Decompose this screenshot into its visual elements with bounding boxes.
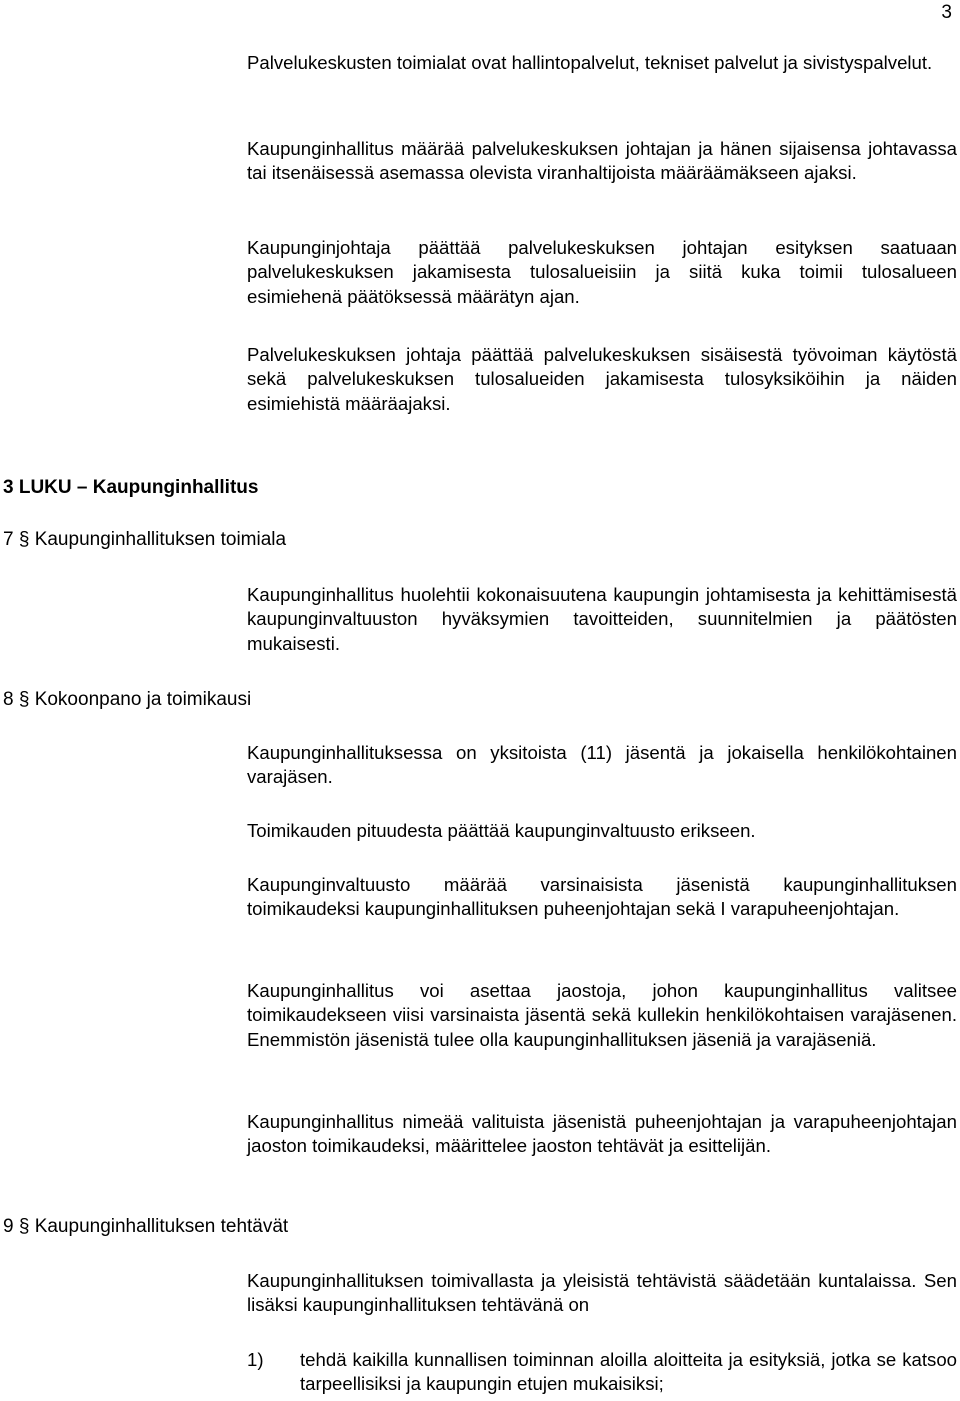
- chapter-title: 3 LUKU – Kaupunginhallitus: [3, 477, 259, 498]
- list-item-text: tehdä kaikilla kunnallisen toiminnan aloilla aloitteita ja esityksiä, jotka se katsoo tarpeellisiksi ja kaupungin etujen mukaisiksi;: [300, 1349, 957, 1395]
- list-item: [247, 1348, 957, 1397]
- section-8-paragraph: Kaupunginhallituksessa on yksitoista (11) jäsentä ja jokaisella henkilökohtainen varajäsen.: [247, 742, 957, 788]
- list-item-number: 1): [247, 1349, 264, 1370]
- section-9-paragraph: Kaupunginhallituksen toimivallasta ja yleisistä tehtävistä säädetään kuntalaissa. Sen lisäksi kaupunginhallituksen tehtävänä on: [247, 1270, 957, 1316]
- section-9-heading: 9 § Kaupunginhallituksen tehtävät: [3, 1216, 289, 1237]
- section-7-paragraph: Kaupunginhallitus huolehtii kokonaisuutena kaupungin johtamisesta ja kehittämisestä kaupunginvaltuuston hyväksymien tavoitteiden, suunnitelmien ja päätösten mukaisesti.: [247, 584, 957, 654]
- section-7-heading: 7 § Kaupunginhallituksen toimiala: [3, 529, 287, 550]
- section-8-paragraph: Kaupunginvaltuusto määrää varsinaisista jäsenistä kaupunginhallituksen toimikaudeksi kaupunginhallituksen puheenjohtajan sekä I varapuheenjohtajan.: [247, 874, 957, 920]
- section-8-paragraph: Kaupunginhallitus nimeää valituista jäsenistä puheenjohtajan ja varapuheenjohtajan jaoston toimikaudeksi, määrittelee jaoston tehtävät ja esittelijän.: [247, 1111, 957, 1157]
- section-8-heading: 8 § Kokoonpano ja toimikausi: [3, 689, 252, 710]
- section-8-paragraph: Toimikauden pituudesta päättää kaupunginvaltuusto erikseen.: [247, 820, 756, 841]
- intro-paragraph: Palvelukeskuksen johtaja päättää palvelukeskuksen sisäisestä työvoiman käytöstä sekä palvelukeskuksen tulosalueiden jakamisesta tulosyksiköihin ja näiden esimiehistä määräajaksi.: [247, 344, 957, 414]
- intro-paragraph: Kaupunginhallitus määrää palvelukeskuksen johtajan ja hänen sijaisensa johtavassa tai itsenäisessä asemassa olevista viranhaltijoista määräämäkseen ajaksi.: [247, 138, 957, 184]
- intro-paragraph: Kaupunginjohtaja päättää palvelukeskuksen johtajan esityksen saatuaan palvelukeskuksen jakamisesta tulosalueisiin ja siitä kuka toimii tulosalueen esimiehenä päätöksessä määrätyn ajan.: [247, 237, 957, 307]
- intro-paragraph: Palvelukeskusten toimialat ovat hallintopalvelut, tekniset palvelut ja sivistyspalvelut.: [247, 52, 933, 73]
- page-number: 3: [941, 2, 952, 23]
- section-8-paragraph: Kaupunginhallitus voi asettaa jaostoja, johon kaupunginhallitus valitsee toimikaudekseen viisi varsinaista jäsentä sekä kullekin henkilökohtaisen varajäsenen. Enemmistön jäsenistä tulee olla kaupunginhallituksen jäseniä ja varajäseniä.: [247, 980, 957, 1050]
